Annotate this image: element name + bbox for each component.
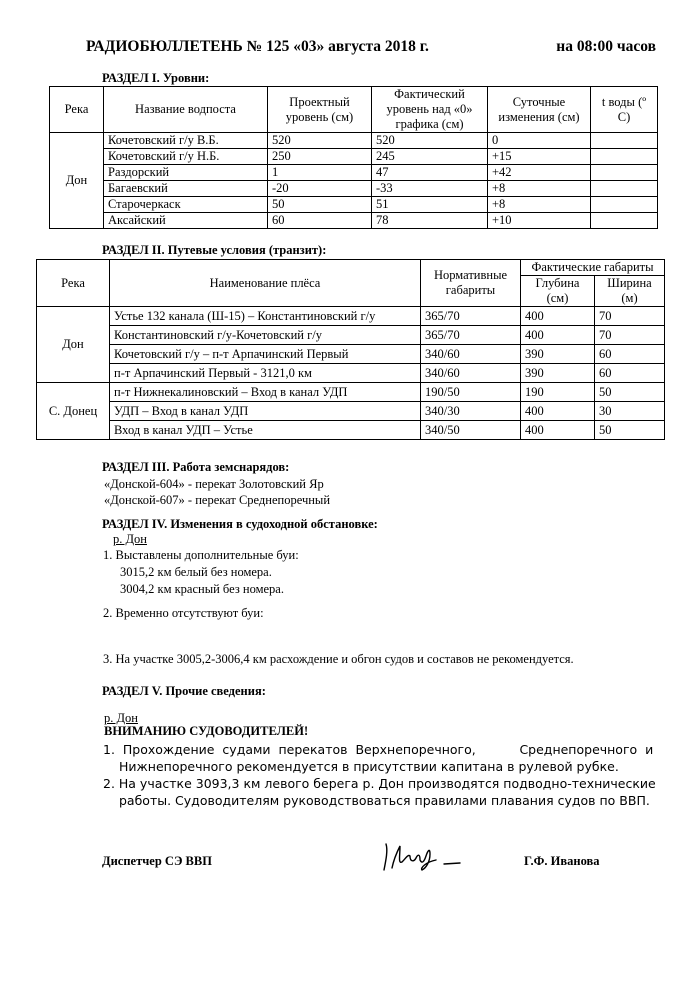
width: 50 — [595, 421, 665, 440]
section4-item2: 2. Временно отсутствуют буи: — [103, 606, 264, 620]
reach-name: п-т Арпачинский Первый - 3121,0 км — [110, 364, 421, 383]
reach-name: Вход в канал УДП – Устье — [110, 421, 421, 440]
norm-dimensions: 340/50 — [421, 421, 521, 440]
bulletin-title: РАДИОБЮЛЛЕТЕНЬ № 125 «03» августа 2018 г. — [86, 38, 429, 55]
table-row — [37, 383, 665, 402]
daily-change: +15 — [488, 149, 591, 165]
section3-title: РАЗДЕЛ III. Работа земснарядов: — [102, 460, 290, 474]
col-reach: Наименование плёса — [110, 260, 421, 307]
section4-title: РАЗДЕЛ IV. Изменения в судоходной обстановке: — [102, 517, 378, 531]
section2-title: РАЗДЕЛ II. Путевые условия (транзит): — [102, 243, 327, 257]
width: 30 — [595, 402, 665, 421]
note2-line1: 2. На участке 3093,3 км левого берега р. Дон производятся подводно-технические — [103, 776, 656, 791]
table-row — [50, 165, 658, 181]
water-temp — [591, 213, 658, 229]
section5-notes — [103, 741, 663, 809]
dredgers-list — [104, 476, 330, 508]
actual-level: 47 — [372, 165, 488, 181]
col-width: Ширина (м) — [595, 276, 665, 307]
width: 60 — [595, 364, 665, 383]
buoy-line: 3004,2 км красный без номера. — [120, 582, 284, 596]
station-name: Старочеркаск — [104, 197, 268, 213]
reach-name: УДП – Вход в канал УДП — [110, 402, 421, 421]
col-river: Река — [37, 260, 110, 307]
col-daily-change: Суточные изменения (см) — [488, 87, 591, 133]
section4-river: р. Дон — [113, 532, 147, 546]
section4-item3: 3. На участке 3005,2-3006,4 км расхождение и обгон судов и составов не рекомендуется. — [103, 652, 574, 666]
table-row — [37, 326, 665, 345]
station-name: Кочетовский г/у Н.Б. — [104, 149, 268, 165]
project-level: 250 — [268, 149, 372, 165]
river-cell: С. Донец — [37, 383, 110, 440]
attention-heading: ВНИМАНИЮ СУДОВОДИТЕЛЕЙ! — [104, 724, 309, 738]
section5-river: р. Дон — [104, 711, 138, 725]
norm-dimensions: 365/70 — [421, 326, 521, 345]
col-norm-dimensions: Нормативные габариты — [421, 260, 521, 307]
signature — [380, 840, 490, 876]
table-row — [37, 364, 665, 383]
reach-name: Устье 132 канала (Ш-15) – Константиновский г/у — [110, 307, 421, 326]
note2-line2: работы. Судоводителям руководствоваться правилами плавания судов по ВВП. — [119, 793, 650, 808]
col-project-level: Проектный уровень (см) — [268, 87, 372, 133]
depth: 390 — [521, 345, 595, 364]
reach-name: Константиновский г/у-Кочетовский г/у — [110, 326, 421, 345]
norm-dimensions: 340/60 — [421, 364, 521, 383]
actual-level: -33 — [372, 181, 488, 197]
daily-change: +8 — [488, 197, 591, 213]
depth: 400 — [521, 421, 595, 440]
width: 70 — [595, 326, 665, 345]
section1-title: РАЗДЕЛ I. Уровни: — [102, 71, 210, 85]
dispatcher-name: Г.Ф. Иванова — [524, 854, 600, 868]
section4-item1-list — [120, 564, 284, 598]
levels-table — [49, 86, 658, 229]
actual-level: 245 — [372, 149, 488, 165]
daily-change: 0 — [488, 133, 591, 149]
water-temp — [591, 181, 658, 197]
project-level: 60 — [268, 213, 372, 229]
buoy-line: 3015,2 км белый без номера. — [120, 565, 272, 579]
note1-line2: Нижнепоречного рекомендуется в присутствии капитана в рулевой рубке. — [119, 759, 619, 774]
river-cell: Дон — [50, 133, 104, 229]
col-actual-dimensions: Фактические габариты — [521, 260, 665, 276]
table-row — [37, 421, 665, 440]
project-level: -20 — [268, 181, 372, 197]
table-row — [37, 345, 665, 364]
depth: 390 — [521, 364, 595, 383]
col-river: Река — [50, 87, 104, 133]
daily-change: +42 — [488, 165, 591, 181]
width: 70 — [595, 307, 665, 326]
bulletin-header — [86, 38, 656, 56]
station-name: Багаевский — [104, 181, 268, 197]
depth: 190 — [521, 383, 595, 402]
station-name: Аксайский — [104, 213, 268, 229]
table-row — [50, 133, 658, 149]
station-name: Раздорский — [104, 165, 268, 181]
actual-level: 78 — [372, 213, 488, 229]
note1-line1: 1. Прохождение судами перекатов Верхнепоречного, Среднепоречного и — [103, 742, 654, 757]
width: 60 — [595, 345, 665, 364]
table-row — [50, 149, 658, 165]
water-temp — [591, 165, 658, 181]
width: 50 — [595, 383, 665, 402]
river-cell: Дон — [37, 307, 110, 383]
water-temp — [591, 149, 658, 165]
table-row — [50, 213, 658, 229]
col-station: Название водпоста — [104, 87, 268, 133]
col-water-temp: t воды (º C) — [591, 87, 658, 133]
dredger-line: «Донской-604» - перекат Золотовский Яр — [104, 477, 324, 491]
dredger-line: «Донской-607» - перекат Среднепоречный — [104, 493, 331, 507]
daily-change: +10 — [488, 213, 591, 229]
col-actual-level: Фактический уровень над «0» графика (см) — [372, 87, 488, 133]
table-row — [50, 181, 658, 197]
daily-change: +8 — [488, 181, 591, 197]
dispatcher-position: Диспетчер СЭ ВВП — [102, 854, 212, 868]
depth: 400 — [521, 326, 595, 345]
station-name: Кочетовский г/у В.Б. — [104, 133, 268, 149]
water-temp — [591, 133, 658, 149]
actual-level: 51 — [372, 197, 488, 213]
norm-dimensions: 340/30 — [421, 402, 521, 421]
project-level: 520 — [268, 133, 372, 149]
project-level: 50 — [268, 197, 372, 213]
table-row — [37, 307, 665, 326]
depth: 400 — [521, 402, 595, 421]
project-level: 1 — [268, 165, 372, 181]
norm-dimensions: 340/60 — [421, 345, 521, 364]
section4-item1: 1. Выставлены дополнительные буи: — [103, 548, 299, 562]
table-row — [50, 197, 658, 213]
reach-name: Кочетовский г/у – п-т Арпачинский Первый — [110, 345, 421, 364]
actual-level: 520 — [372, 133, 488, 149]
table-row — [37, 402, 665, 421]
norm-dimensions: 190/50 — [421, 383, 521, 402]
section5-title: РАЗДЕЛ V. Прочие сведения: — [102, 684, 266, 698]
depth: 400 — [521, 307, 595, 326]
norm-dimensions: 365/70 — [421, 307, 521, 326]
col-depth: Глубина (см) — [521, 276, 595, 307]
route-conditions-table — [36, 259, 665, 440]
reach-name: п-т Нижнекалиновский – Вход в канал УДП — [110, 383, 421, 402]
bulletin-time: на 08:00 часов — [556, 38, 656, 55]
water-temp — [591, 197, 658, 213]
